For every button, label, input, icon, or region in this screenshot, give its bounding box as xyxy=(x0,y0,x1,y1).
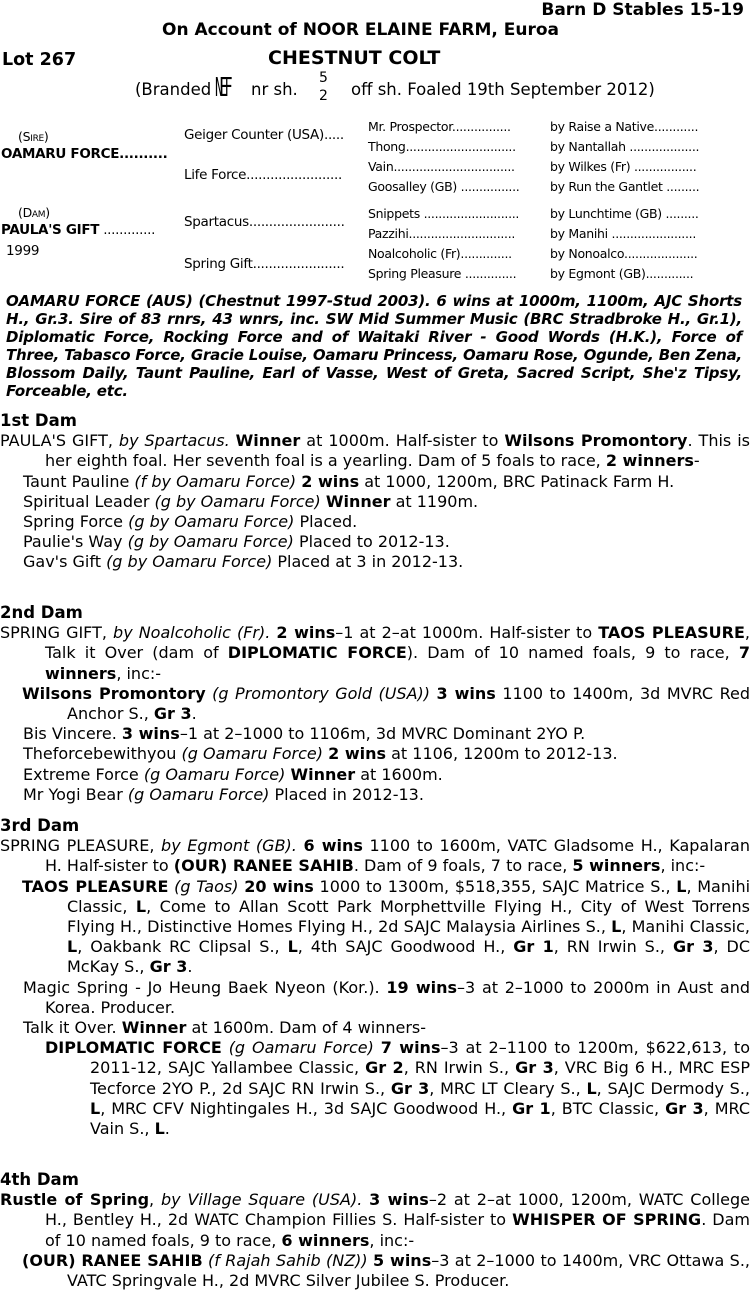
progeny-item: Theforcebewithyou (g Oamaru Force) 2 wins at 1106, 1200m to 2012-13. xyxy=(23,744,618,764)
section-heading: 4th Dam xyxy=(0,1170,79,1189)
pedigree-g2-item: Spartacus........................ xyxy=(184,214,345,230)
pedigree-g4-item: by Egmont (GB)............. xyxy=(550,266,694,281)
pedigree-g3-item: Goosalley (GB) ................ xyxy=(368,179,520,194)
progeny-item: (OUR) RANEE SAHIB (f Rajah Sahib (NZ)) 5 wins–3 at 2–1000 to 1400m, VRC Ottawa S., VATC Springvale H., 2d MVRC Silver Jubilee S. Producer. xyxy=(22,1250,750,1291)
dam-paragraph: Rustle of Spring, by Village Square (USA). 3 wins–2 at 2–at 1000, 1200m, WATC College H., Bentley H., 2d WATC Champion Fillies S. Half-sister to WHISPER OF SPRING. Dam of 10 named foals, 9 to race, 6 winners, inc:- xyxy=(0,1190,750,1250)
pedigree-g4-item: by Lunchtime (GB) ......... xyxy=(550,206,699,221)
sire-name: OAMARU FORCE.......... xyxy=(1,146,168,162)
progeny-item: Spiritual Leader (g by Oamaru Force) Winner at 1190m. xyxy=(23,491,479,511)
pedigree-g4-item: by Wilkes (Fr) ................. xyxy=(550,159,697,174)
progeny-item: Gav's Gift (g by Oamaru Force) Placed at 3 in 2012-13. xyxy=(23,552,464,572)
pedigree-g3-item: Vain................................. xyxy=(368,159,515,174)
section-heading: 1st Dam xyxy=(0,411,77,430)
section-heading: 3rd Dam xyxy=(0,816,80,835)
pedigree-g4-item: by Raise a Native............ xyxy=(550,119,699,134)
dam-foaled-year: 1999 xyxy=(6,243,40,259)
barn-location: Barn D Stables 15-19 xyxy=(541,0,744,20)
pedigree-g3-item: Mr. Prospector................ xyxy=(368,119,511,134)
first-dam-section xyxy=(0,411,750,573)
progeny-item: Taunt Pauline (f by Oamaru Force) 2 wins at 1000, 1200m, BRC Patinack Farm H. xyxy=(23,471,675,491)
pedigree-g4-item: by Manihi ....................... xyxy=(550,226,697,241)
dam-paragraph: PAULA'S GIFT, by Spartacus. Winner at 1000m. Half-sister to Wilsons Promontory. This is her eighth foal. Her seventh foal is a yearling. Dam of 5 foals to race, 2 winners- xyxy=(0,431,750,471)
sire-summary: OAMARU FORCE (AUS) (Chestnut 1997-Stud 2003). 6 wins at 1000m, 1100m, AJC Shorts H., Gr.3. Sire of 83 rnrs, 43 wnrs, inc. SW Mid Summer Music (BRC Stradbroke H., Gr.1), Diplomatic Force, Rocking Force and of Waitaki River - Good Words (H.K.), Force of Three, Tabasco Force, Gracie Louise, Oamaru Princess, Oamaru Rose, Ogunde, Ben Zena, Blossom Daily, Taunt Pauline, Earl of Vasse, West of Greta, Sacred Script, She'z Tipsy, Forceable, etc. xyxy=(6,292,742,400)
third-dam-section xyxy=(0,816,750,1139)
brand-fraction-top: 5 xyxy=(319,70,328,86)
progeny-item: Magic Spring - Jo Heung Baek Nyeon (Kor.). 19 wins–3 at 2–1000 to 2000m in Aust and Korea. Producer. xyxy=(23,977,750,1017)
progeny-item: TAOS PLEASURE (g Taos) 20 wins 1000 to 1300m, $518,355, SAJC Matrice S., L, Manihi Classic, L, Come to Allan Scott Park Morphettville Flying H., City of West Torrens Flying H., Distinctive Homes Flying H., 2d SAJC Malaysia Airlines S., L, Manihi Classic, L, Oakbank RC Clipsal S., L, 4th SAJC Goodwood H., Gr 1, RN Irwin S., Gr 3, DC McKay S., Gr 3. xyxy=(22,876,750,977)
sire-label: (Sire) xyxy=(18,129,49,144)
progeny-item: Wilsons Promontory (g Promontory Gold (USA)) 3 wins 1100 to 1400m, 3d MVRC Red Anchor S., Gr 3. xyxy=(22,683,750,724)
pedigree-g2-item: Life Force........................ xyxy=(184,167,342,183)
dam-label: (Dam) xyxy=(18,205,50,220)
progeny-item: Bis Vincere. 3 wins–1 at 2–1000 to 1106m, 3d MVRC Dominant 2YO P. xyxy=(23,724,586,744)
pedigree-g4-item: by Nonoalco.................... xyxy=(550,246,698,261)
brand-suffix: off sh. Foaled 19th September 2012) xyxy=(351,80,655,99)
section-heading: 2nd Dam xyxy=(0,603,83,622)
progeny-item: Paulie's Way (g by Oamaru Force) Placed to 2012-13. xyxy=(23,532,450,552)
vendor-account: On Account of NOOR ELAINE FARM, Euroa xyxy=(162,20,559,40)
pedigree-g3-item: Spring Pleasure .............. xyxy=(368,266,517,281)
pedigree-g4-item: by Nantallah ................... xyxy=(550,139,700,154)
second-dam-section xyxy=(0,603,750,805)
pedigree-g3-item: Snippets .......................... xyxy=(368,206,520,221)
brand-near: nr sh. xyxy=(251,80,298,99)
lot-title: CHESTNUT COLT xyxy=(268,47,441,69)
pedigree-g2-item: Spring Gift....................... xyxy=(184,256,345,272)
progeny-item: Extreme Force (g Oamaru Force) Winner at 1600m. xyxy=(23,764,443,784)
dam-paragraph: SPRING GIFT, by Noalcoholic (Fr). 2 wins–1 at 2–at 1000m. Half-sister to TAOS PLEASURE, Talk it Over (dam of DIPLOMATIC FORCE). Dam of 10 named foals, 9 to race, 7 winners, inc:- xyxy=(0,623,750,683)
progeny-item: Talk it Over. Winner at 1600m. Dam of 4 winners- xyxy=(23,1018,427,1038)
progeny-item: Mr Yogi Bear (g Oamaru Force) Placed in 2012-13. xyxy=(23,784,424,804)
progeny-item: DIPLOMATIC FORCE (g Oamaru Force) 7 wins–3 at 2–1100 to 1200m, $622,613, to 2011-12, SAJC Yallambee Classic, Gr 2, RN Irwin S., Gr 3, VRC Big 6 H., MRC ESP Tecforce 2YO P., 2d SAJC RN Irwin S., Gr 3, MRC LT Cleary S., L, SAJC Dermody S., L, MRC CFV Nightingales H., 3d SAJC Goodwood H., Gr 1, BTC Classic, Gr 3, MRC Vain S., L. xyxy=(45,1038,750,1139)
brand-fraction-bottom: 2 xyxy=(319,88,328,104)
brand-mark: NEF xyxy=(215,74,230,104)
pedigree-g4-item: by Run the Gantlet ......... xyxy=(550,179,700,194)
pedigree-g2-item: Geiger Counter (USA)..... xyxy=(184,127,344,143)
pedigree-g3-item: Pazzihi............................. xyxy=(368,226,516,241)
pedigree-g3-item: Noalcoholic (Fr).............. xyxy=(368,246,512,261)
dam-name: PAULA'S GIFT ............. xyxy=(1,222,156,238)
brand-prefix: (Branded xyxy=(135,80,212,99)
dam-paragraph: SPRING PLEASURE, by Egmont (GB). 6 wins 1100 to 1600m, VATC Gladsome H., Kapalaran H. Half-sister to (OUR) RANEE SAHIB. Dam of 9 foals, 7 to race, 5 winners, inc:- xyxy=(0,836,750,876)
lot-number: Lot 267 xyxy=(2,50,77,70)
pedigree-g3-item: Thong.............................. xyxy=(368,139,516,154)
fourth-dam-section xyxy=(0,1170,750,1291)
progeny-item: Spring Force (g by Oamaru Force) Placed. xyxy=(23,512,358,532)
